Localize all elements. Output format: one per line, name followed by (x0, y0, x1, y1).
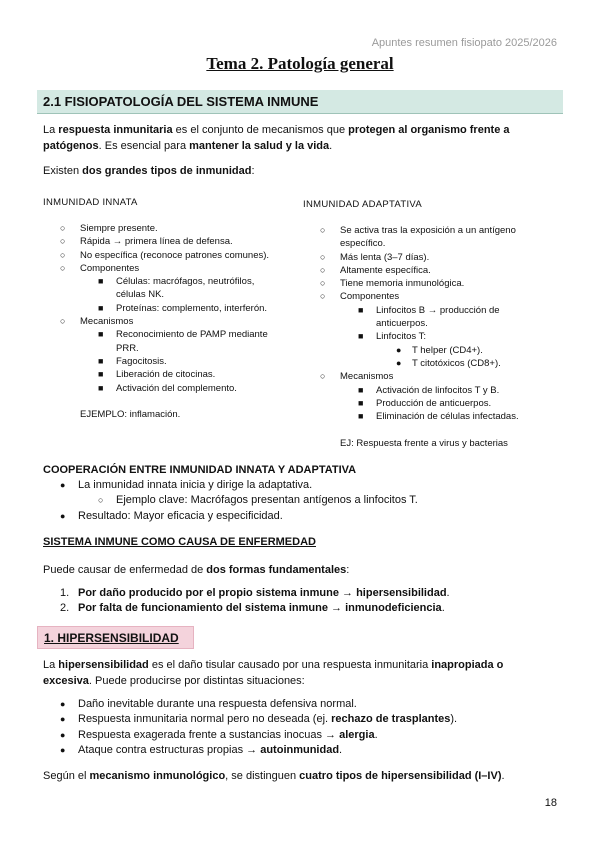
list-item: específico. (340, 238, 386, 250)
list-item: ■ Fagocitosis. (98, 355, 167, 367)
list-item: ○ Siempre presente. (60, 223, 158, 234)
list-item: ● Respuesta exagerada frente a sustancias inocuas → alergia. (60, 728, 378, 741)
list-item: ■ Activación de linfocitos T y B. (358, 384, 500, 396)
list-item: ● Daño inevitable durante una respuesta defensiva normal. (60, 698, 357, 710)
list-item: ■ Células: macrófagos, neutrófilos, (98, 276, 255, 288)
hypersensitivity-heading: 1. HIPERSENSIBILIDAD (44, 631, 179, 645)
hypersensitivity-paragraph: La hipersensibilidad es el daño tisular causado por una respuesta inmunitaria inapropiada o excesiva. Puede producirse por distintas situaciones: (43, 659, 504, 687)
innate-example: EJEMPLO: inflamación. (80, 409, 181, 420)
list-item: PRR. (116, 342, 139, 354)
list-item: células NK. (116, 289, 165, 301)
list-item: ■ Eliminación de células infectadas. (358, 411, 519, 423)
list-item: ○ Mecanismos (60, 316, 134, 328)
cooperation-heading: COOPERACIÓN ENTRE INMUNIDAD INNATA Y ADAPTATIVA (43, 464, 357, 476)
list-item: ○ Ejemplo clave: Macrófagos presentan antígenos a linfocitos T. (98, 494, 418, 507)
list-item: ● T citotóxicos (CD8+). (396, 357, 501, 369)
list-item: ● La inmunidad innata inicia y dirige la adaptativa. (60, 479, 313, 491)
list-item: anticuerpos. (376, 318, 428, 330)
list-item: ● Respuesta inmunitaria normal pero no deseada (ej. rechazo de trasplantes). (60, 713, 458, 726)
section-heading: 2.1 FISIOPATOLOGÍA DEL SISTEMA INMUNE (43, 94, 319, 109)
list-item: ○ Componentes (60, 262, 140, 274)
list-item: ○ No específica (reconoce patrones comunes). (60, 249, 270, 261)
list-item: ■ Activación del complemento. (98, 382, 237, 394)
list-item: ○ Se activa tras la exposición a un antígeno (320, 225, 516, 236)
list-item: ■ Reconocimiento de PAMP mediante (98, 329, 268, 341)
hypersensitivity-list (60, 697, 560, 758)
hypersensitivity-final-line: Según el mecanismo inmunológico, se distinguen cuatro tipos de hipersensibilidad (I–IV). (43, 770, 505, 782)
header-note: Apuntes resumen fisiopato 2025/2026 (371, 37, 557, 49)
adaptive-list (320, 224, 560, 423)
adaptive-example: EJ: Respuesta frente a virus y bacterias (340, 438, 508, 449)
list-item: ■ Liberación de citocinas. (98, 369, 216, 381)
intro-types-line: Existen dos grandes tipos de inmunidad: (43, 165, 255, 177)
section-heading-bar (37, 90, 563, 114)
disease-numbered-list (60, 586, 560, 617)
list-item: ○ Mecanismos (320, 371, 394, 383)
page-number: 18 (544, 797, 557, 809)
cooperation-list (60, 478, 560, 524)
list-item: ● T helper (CD4+). (396, 344, 483, 356)
list-item: ■ Proteínas: complemento, interferón. (98, 302, 268, 314)
list-item: ■ Linfocitos B → producción de (358, 304, 500, 316)
disease-heading: SISTEMA INMUNE COMO CAUSA DE ENFERMEDAD (43, 536, 316, 548)
disease-paragraph: Puede causar de enfermedad de dos formas fundamentales: (43, 564, 350, 576)
list-item: 2. Por falta de funcionamiento del sistema inmune → inmunodeficiencia. (60, 602, 445, 615)
list-item: ■ Producción de anticuerpos. (358, 397, 492, 409)
list-item: ○ Altamente específica. (320, 264, 431, 276)
list-item: ● Resultado: Mayor eficacia y especificidad. (60, 509, 283, 522)
intro-paragraph: La respuesta inmunitaria es el conjunto de mecanismos que protegen al organismo frente a patógenos. Es esencial para mantener la salud y la vida. (43, 124, 510, 152)
page-title: Tema 2. Patología general (206, 54, 394, 73)
list-item: ○ Tiene memoria inmunológica. (320, 278, 465, 290)
adaptive-heading: INMUNIDAD ADAPTATIVA (303, 199, 422, 210)
list-item: 1. Por daño producido por el propio sistema inmune → hipersensibilidad. (60, 587, 450, 599)
list-item: ○ Rápida → primera línea de defensa. (60, 236, 233, 248)
innate-list (60, 222, 310, 395)
hypersensitivity-heading-box (37, 626, 194, 649)
list-item: ● Ataque contra estructuras propias → autoinmunidad. (60, 743, 343, 756)
list-item: ○ Más lenta (3–7 días). (320, 251, 430, 263)
innate-heading: INMUNIDAD INNATA (43, 197, 138, 208)
list-item: ○ Componentes (320, 291, 400, 303)
list-item: ■ Linfocitos T: (358, 331, 426, 343)
